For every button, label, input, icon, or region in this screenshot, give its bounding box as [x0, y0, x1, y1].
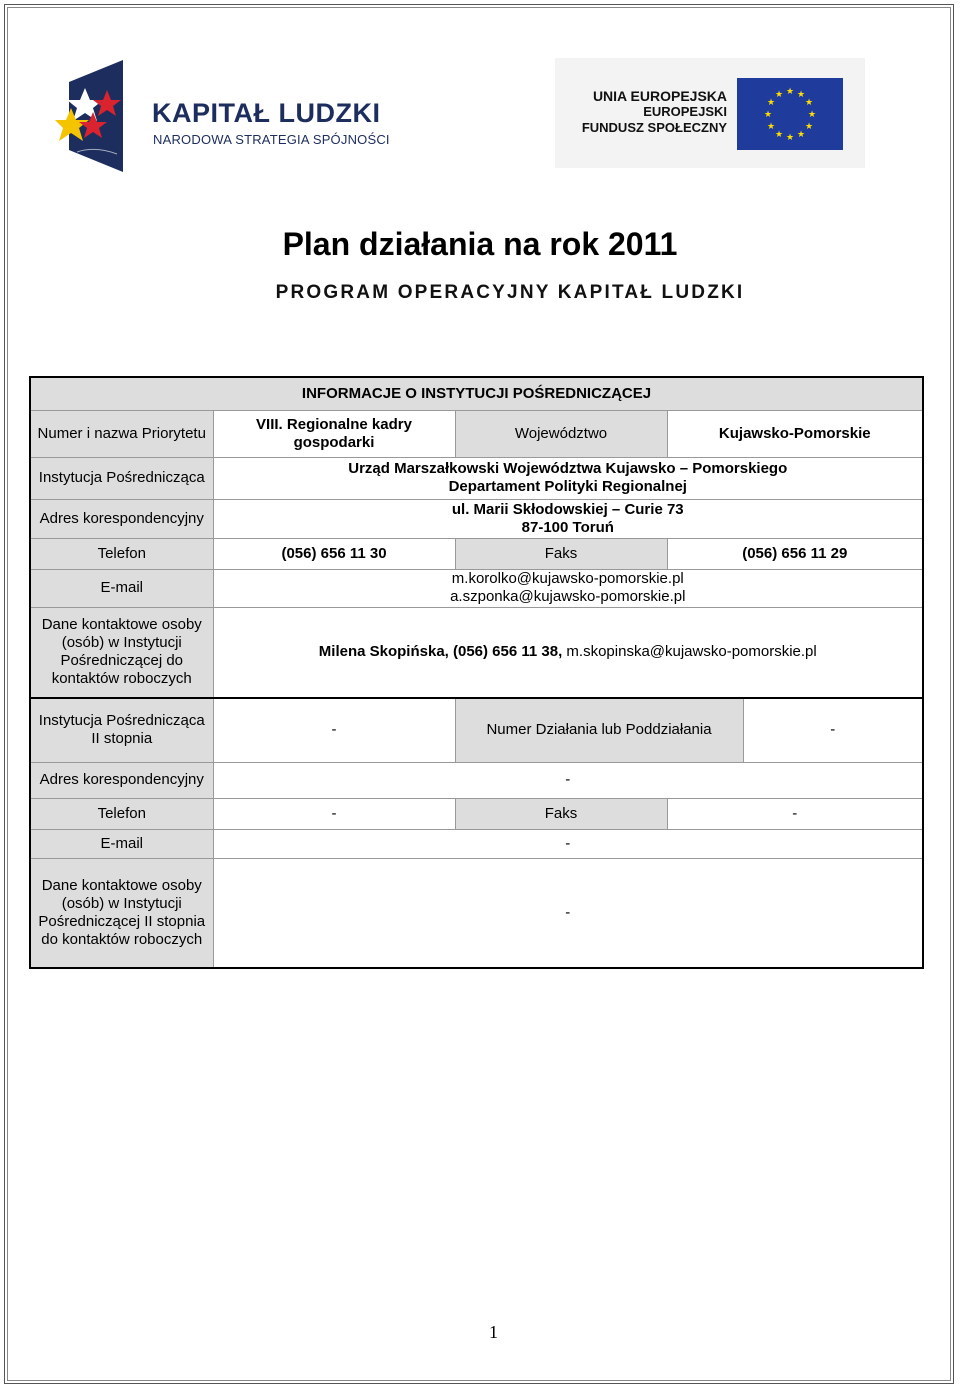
- contact-label: Dane kontaktowe osoby (osób) w Instytucji Pośredniczącej do kontaktów roboczych: [30, 607, 213, 698]
- svg-text:★: ★: [766, 122, 776, 132]
- ip2-fax-label: Faks: [455, 798, 667, 829]
- kapital-ludzki-title: KAPITAŁ LUDZKI: [152, 98, 381, 128]
- fax-value: (056) 656 11 29: [667, 538, 923, 569]
- svg-text:★: ★: [796, 90, 806, 100]
- priority-value: VIII. Regionalne kadry gospodarki: [213, 410, 455, 457]
- eu-line-3: FUNDUSZ SPOŁECZNY: [581, 120, 727, 135]
- address-line-1: ul. Marii Skłodowskiej – Curie 73: [451, 500, 684, 518]
- svg-text:★: ★: [785, 87, 795, 97]
- svg-text:★: ★: [796, 130, 806, 140]
- ip2-phone-label: Telefon: [30, 798, 213, 829]
- kapital-ludzki-emblem-icon: [55, 60, 145, 175]
- ip2-contact-label: Dane kontaktowe osoby (osób) w Instytucji Pośredniczącej II stopnia do kontaktów roboczych: [30, 858, 213, 968]
- fax-label: Faks: [455, 538, 667, 569]
- page-number: 1: [489, 1322, 498, 1342]
- priority-label: Numer i nazwa Priorytetu: [30, 410, 213, 457]
- svg-text:★: ★: [807, 110, 817, 120]
- institution-value: [213, 457, 923, 499]
- eu-esf-text: [577, 88, 727, 136]
- voivodeship-label: Województwo: [455, 410, 667, 457]
- eu-line-1: UNIA EUROPEJSKA: [592, 88, 727, 104]
- eu-line-2: EUROPEJSKI: [643, 104, 727, 119]
- svg-text:★: ★: [774, 130, 784, 140]
- ip2-fax-value: -: [667, 798, 923, 829]
- eu-flag-icon: [737, 78, 843, 150]
- ip2-address-value: -: [213, 762, 923, 798]
- svg-text:★: ★: [774, 90, 784, 100]
- voivodeship-value: Kujawsko-Pomorskie: [667, 410, 923, 457]
- institution-line-2: Departament Polityki Regionalnej: [448, 478, 687, 495]
- document-title: Plan działania na rok 2011: [282, 226, 678, 262]
- email-label: E-mail: [30, 569, 213, 607]
- institution-line-1: Urząd Marszałkowski Województwa Kujawsko – Pomorskiego: [348, 460, 788, 477]
- address-line-2: 87-100 Toruń: [521, 518, 614, 536]
- address-label: Adres korespondencyjny: [30, 499, 213, 538]
- table-header: INFORMACJE O INSTYTUCJI POŚREDNICZĄCEJ: [30, 377, 923, 410]
- ip2-label: Instytucja Pośrednicząca II stopnia: [30, 698, 213, 762]
- measure-label: Numer Działania lub Poddziałania: [455, 698, 743, 762]
- ip2-phone-value: -: [213, 798, 455, 829]
- institution-info-table: [29, 376, 924, 969]
- contact-value: [213, 607, 923, 698]
- ip2-email-value: -: [213, 829, 923, 858]
- measure-value: -: [743, 698, 923, 762]
- ip2-email-label: E-mail: [30, 829, 213, 858]
- svg-text:★: ★: [804, 122, 814, 132]
- contact-email: m.skopinska@kujawsko-pomorskie.pl: [562, 643, 817, 661]
- email-line-2: a.szponka@kujawsko-pomorskie.pl: [450, 588, 686, 605]
- ip2-value: -: [213, 698, 455, 762]
- svg-text:★: ★: [785, 133, 795, 143]
- email-value: [213, 569, 923, 607]
- address-value: [213, 499, 923, 538]
- kapital-ludzki-subtitle: NARODOWA STRATEGIA SPÓJNOŚCI: [153, 132, 390, 147]
- eu-esf-logo: [555, 58, 865, 168]
- document-subtitle: PROGRAM OPERACYJNY KAPITAŁ LUDZKI: [275, 282, 745, 303]
- svg-text:★: ★: [804, 98, 814, 108]
- phone-label: Telefon: [30, 538, 213, 569]
- contact-person: Milena Skopińska, (056) 656 11 38,: [318, 643, 563, 661]
- kapital-ludzki-logo: [55, 60, 405, 175]
- phone-value: (056) 656 11 30: [213, 538, 455, 569]
- ip2-contact-value: -: [213, 858, 923, 968]
- ip2-address-label: Adres korespondencyjny: [30, 762, 213, 798]
- svg-text:★: ★: [766, 98, 776, 108]
- email-line-1: m.korolko@kujawsko-pomorskie.pl: [451, 570, 684, 587]
- svg-text:★: ★: [763, 110, 773, 120]
- institution-label: Instytucja Pośrednicząca: [30, 457, 213, 499]
